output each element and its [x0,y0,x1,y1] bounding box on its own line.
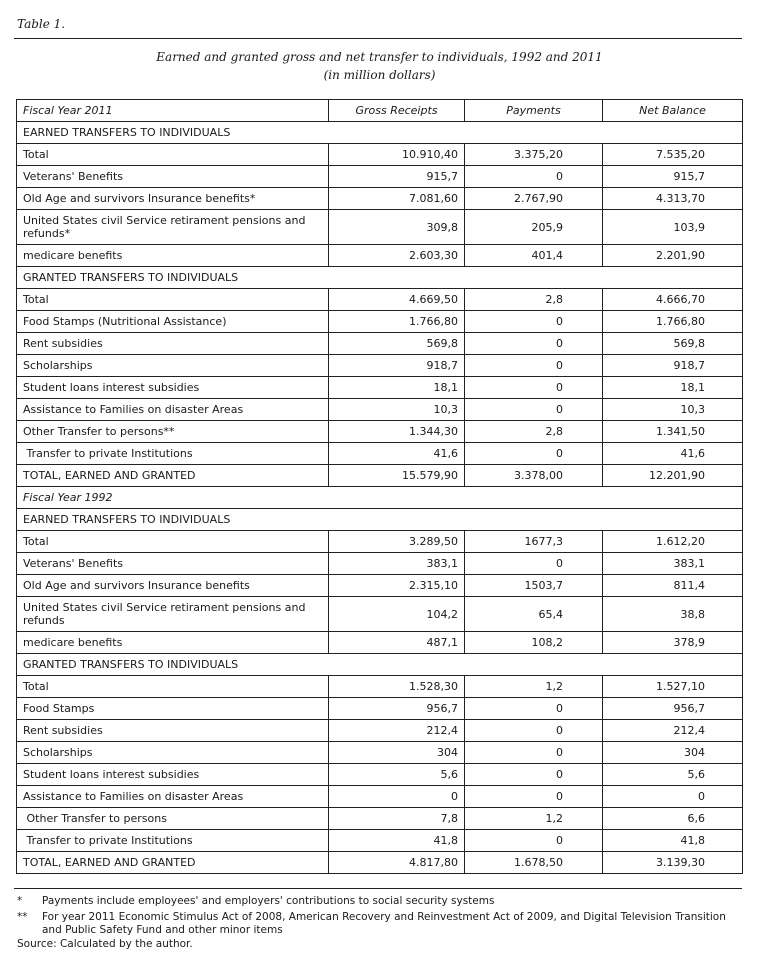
net-balance-cell: 0 [603,786,743,808]
table-row [17,377,743,399]
fiscal-year-1992-heading-label: Fiscal Year 1992 [17,487,743,509]
payments-cell: 3.375,20 [465,144,603,166]
table-row [17,245,743,267]
gross-receipts-cell: 15.579,90 [329,465,465,487]
net-balance-cell: 1.341,50 [603,421,743,443]
column-header-net-balance: Net Balance [603,100,743,122]
row-label: Veterans' Benefits [17,553,329,575]
gross-receipts-cell: 487,1 [329,632,465,654]
row-label: Student loans interest subsidies [17,377,329,399]
payments-cell: 0 [465,355,603,377]
table-row [17,188,743,210]
table-row [17,399,743,421]
gross-receipts-cell: 918,7 [329,355,465,377]
row-label: medicare benefits [17,245,329,267]
payments-cell: 0 [465,399,603,421]
net-balance-cell: 304 [603,742,743,764]
payments-cell: 0 [465,553,603,575]
gross-receipts-cell: 10,3 [329,399,465,421]
net-balance-cell: 383,1 [603,553,743,575]
column-header-payments: Payments [465,100,603,122]
row-label: Assistance to Families on disaster Areas [17,786,329,808]
row-label: Total [17,676,329,698]
net-balance-cell: 378,9 [603,632,743,654]
row-label: Rent subsidies [17,720,329,742]
net-balance-cell: 569,8 [603,333,743,355]
grand-total-row-2011 [17,465,743,487]
net-balance-cell: 1.612,20 [603,531,743,553]
net-balance-cell: 1.766,80 [603,311,743,333]
payments-cell: 0 [465,742,603,764]
table-row [17,575,743,597]
row-label: Food Stamps [17,698,329,720]
table-row [17,166,743,188]
net-balance-cell: 956,7 [603,698,743,720]
net-balance-cell: 811,4 [603,575,743,597]
section-granted-1992 [17,654,743,676]
gross-receipts-cell: 956,7 [329,698,465,720]
payments-cell: 2,8 [465,289,603,311]
net-balance-cell: 212,4 [603,720,743,742]
footnote-mark: ** [17,911,28,923]
gross-receipts-cell: 4.669,50 [329,289,465,311]
row-label: Assistance to Families on disaster Areas [17,399,329,421]
gross-receipts-cell: 569,8 [329,333,465,355]
payments-cell: 0 [465,698,603,720]
payments-cell: 65,4 [465,597,603,632]
gross-receipts-cell: 7.081,60 [329,188,465,210]
section-earned-2011-label: EARNED TRANSFERS TO INDIVIDUALS [17,122,743,144]
net-balance-cell: 2.201,90 [603,245,743,267]
payments-cell: 2.767,90 [465,188,603,210]
net-balance-cell: 1.527,10 [603,676,743,698]
row-label: Scholarships [17,742,329,764]
table-row [17,443,743,465]
row-label: Other Transfer to persons** [17,421,329,443]
payments-cell: 0 [465,311,603,333]
net-balance-cell: 103,9 [603,210,743,245]
table-row [17,144,743,166]
net-balance-cell: 41,8 [603,830,743,852]
payments-cell: 0 [465,166,603,188]
gross-receipts-cell: 212,4 [329,720,465,742]
table-subtitle: (in million dollars) [323,68,436,82]
row-label: Veterans' Benefits [17,166,329,188]
column-header-gross-receipts: Gross Receipts [329,100,465,122]
footnote-mark: * [17,895,23,907]
payments-cell: 0 [465,377,603,399]
table-row [17,764,743,786]
table-row [17,289,743,311]
gross-receipts-cell: 41,8 [329,830,465,852]
payments-cell: 1,2 [465,676,603,698]
net-balance-cell: 918,7 [603,355,743,377]
row-label: Rent subsidies [17,333,329,355]
table-row [17,531,743,553]
net-balance-cell: 18,1 [603,377,743,399]
net-balance-cell: 5,6 [603,764,743,786]
net-balance-cell: 38,8 [603,597,743,632]
table-row [17,830,743,852]
net-balance-cell: 3.139,30 [603,852,743,874]
gross-receipts-cell: 1.528,30 [329,676,465,698]
top-rule [14,38,742,39]
gross-receipts-cell: 7,8 [329,808,465,830]
gross-receipts-cell: 1.344,30 [329,421,465,443]
gross-receipts-cell: 383,1 [329,553,465,575]
payments-cell: 401,4 [465,245,603,267]
payments-cell: 3.378,00 [465,465,603,487]
net-balance-cell: 12.201,90 [603,465,743,487]
table-label: Table 1. [17,17,66,31]
table-row [17,311,743,333]
row-label: Total [17,289,329,311]
payments-cell: 1.678,50 [465,852,603,874]
row-label: Other Transfer to persons [17,808,329,830]
section-granted-2011-label: GRANTED TRANSFERS TO INDIVIDUALS [17,267,743,289]
row-label: United States civil Service retirament pensions and refunds [17,597,329,632]
gross-receipts-cell: 2.315,10 [329,575,465,597]
footnote-text: For year 2011 Economic Stimulus Act of 2008, American Recovery and Reinvestment Act of 2009, and Digital Television Transition and Public Safety Fund and other minor items [42,911,726,936]
table-row [17,355,743,377]
table-row [17,597,743,632]
gross-receipts-cell: 309,8 [329,210,465,245]
column-header-fiscal-year: Fiscal Year 2011 [17,100,329,122]
gross-receipts-cell: 3.289,50 [329,531,465,553]
gross-receipts-cell: 4.817,80 [329,852,465,874]
table-title: Earned and granted gross and net transfer to individuals, 1992 and 2011 [156,50,603,64]
gross-receipts-cell: 0 [329,786,465,808]
payments-cell: 0 [465,830,603,852]
transfers-table [16,99,743,874]
payments-cell: 108,2 [465,632,603,654]
row-label: Total [17,144,329,166]
gross-receipts-cell: 10.910,40 [329,144,465,166]
header-row [17,100,743,122]
payments-cell: 1677,3 [465,531,603,553]
gross-receipts-cell: 5,6 [329,764,465,786]
fiscal-year-1992-heading [17,487,743,509]
row-label: Old Age and survivors Insurance benefits [17,575,329,597]
row-label: United States civil Service retirament pensions and refunds* [17,210,329,245]
payments-cell: 0 [465,333,603,355]
net-balance-cell: 6,6 [603,808,743,830]
row-label: medicare benefits [17,632,329,654]
row-label: Transfer to private Institutions [17,443,329,465]
table-row [17,698,743,720]
table-row [17,333,743,355]
footnote [17,895,737,908]
row-label: Total [17,531,329,553]
payments-cell: 0 [465,764,603,786]
table-row [17,676,743,698]
payments-cell: 2,8 [465,421,603,443]
footnote [17,911,737,937]
row-label: Student loans interest subsidies [17,764,329,786]
net-balance-cell: 41,6 [603,443,743,465]
table-body [17,122,743,874]
footnotes [17,895,737,951]
table-row [17,210,743,245]
payments-cell: 205,9 [465,210,603,245]
section-granted-2011 [17,267,743,289]
table-row [17,786,743,808]
table-row [17,421,743,443]
table-row [17,742,743,764]
net-balance-cell: 10,3 [603,399,743,421]
net-balance-cell: 4.666,70 [603,289,743,311]
net-balance-cell: 915,7 [603,166,743,188]
source-note: Source: Calculated by the author. [17,938,193,950]
gross-receipts-cell: 2.603,30 [329,245,465,267]
row-label: TOTAL, EARNED AND GRANTED [17,465,329,487]
payments-cell: 1,2 [465,808,603,830]
section-granted-1992-label: GRANTED TRANSFERS TO INDIVIDUALS [17,654,743,676]
section-earned-2011 [17,122,743,144]
gross-receipts-cell: 41,6 [329,443,465,465]
footnote-text: Payments include employees' and employers' contributions to social security systems [42,895,495,907]
payments-cell: 0 [465,786,603,808]
gross-receipts-cell: 1.766,80 [329,311,465,333]
table-row [17,632,743,654]
row-label: Transfer to private Institutions [17,830,329,852]
payments-cell: 1503,7 [465,575,603,597]
payments-cell: 0 [465,443,603,465]
row-label: Food Stamps (Nutritional Assistance) [17,311,329,333]
gross-receipts-cell: 18,1 [329,377,465,399]
row-label: TOTAL, EARNED AND GRANTED [17,852,329,874]
table-row [17,808,743,830]
grand-total-row-1992 [17,852,743,874]
bottom-rule [14,888,742,889]
row-label: Scholarships [17,355,329,377]
table-row [17,553,743,575]
table-row [17,720,743,742]
row-label: Old Age and survivors Insurance benefits* [17,188,329,210]
section-earned-1992 [17,509,743,531]
net-balance-cell: 7.535,20 [603,144,743,166]
payments-cell: 0 [465,720,603,742]
gross-receipts-cell: 304 [329,742,465,764]
gross-receipts-cell: 915,7 [329,166,465,188]
gross-receipts-cell: 104,2 [329,597,465,632]
net-balance-cell: 4.313,70 [603,188,743,210]
section-earned-1992-label: EARNED TRANSFERS TO INDIVIDUALS [17,509,743,531]
